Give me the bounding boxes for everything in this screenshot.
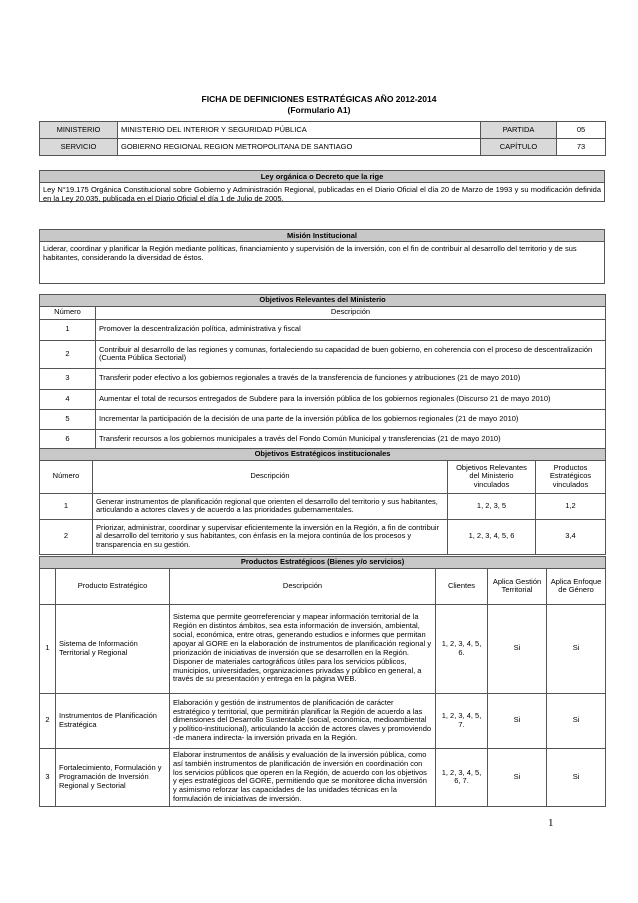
row-descripcion: Elaboración y gestión de instrumentos de planificación de carácter estratégico y territorial, que permitirán planificar la Región de acuerdo a las dimensiones del Desarrollo Sustentable (social, económica, medioambiental y político-institucional), articulando la acción de actores claves y promoviendo -de manera indirecta- la inversión privada en la Región. <box>170 693 436 748</box>
row-clientes: 1, 2, 3, 4, 5, 6, 7. <box>436 748 488 806</box>
row-number: 3 <box>40 368 96 389</box>
partida-label: PARTIDA <box>481 122 557 139</box>
row-producto: Sistema de Información Territorial y Regional <box>56 604 170 693</box>
productos-header: Productos Estratégicos (Bienes y/o servicios) <box>40 557 606 569</box>
ley-header: Ley orgánica o Decreto que la rige <box>40 171 604 183</box>
col-descripcion: Descripción <box>96 306 606 319</box>
productos-table <box>39 556 606 807</box>
row-genero: Si <box>547 748 606 806</box>
col-blank <box>40 568 56 604</box>
capitulo-value: 73 <box>557 139 606 156</box>
servicio-value: GOBIERNO REGIONAL REGION METROPOLITANA DE SANTIAGO <box>118 139 481 156</box>
col-productos-vinculados: Productos Estratégicos vinculados <box>536 460 606 493</box>
mision-section <box>39 229 605 284</box>
row-number: 1 <box>40 604 56 693</box>
objetivos-institucionales-header: Objetivos Estratégicos institucionales <box>40 449 606 461</box>
row-producto: Instrumentos de Planificación Estratégica <box>56 693 170 748</box>
table-row <box>40 409 606 429</box>
page-title: FICHA DE DEFINICIONES ESTRATÉGICAS AÑO 2012-2014 <box>201 94 437 104</box>
objetivos-institucionales-table <box>39 448 606 555</box>
row-text: Transferir poder efectivo a los gobiernos regionales a través de la transferencia de funciones y atribuciones (21 de mayo 2010) <box>96 368 606 389</box>
col-enfoque-genero: Aplica Enfoque de Género <box>547 568 606 604</box>
col-descripcion: Descripción <box>93 460 448 493</box>
ley-section <box>39 170 605 202</box>
table-row <box>40 389 606 409</box>
row-gestion: Si <box>488 604 547 693</box>
row-number: 1 <box>40 493 93 519</box>
row-text: Aumentar el total de recursos entregados de Subdere para la inversión pública de los gobiernos regionales (Discurso 21 de mayo 2010) <box>96 389 606 409</box>
row-number: 3 <box>40 748 56 806</box>
row-clientes: 1, 2, 3, 4, 5, 7. <box>436 693 488 748</box>
row-text: Transferir recursos a los gobiernos municipales a través del Fondo Común Municipal y transferencias (21 de mayo 2010) <box>96 429 606 449</box>
col-objetivos-relevantes: Objetivos Relevantes del Ministerio vinculados <box>448 460 536 493</box>
row-producto: Fortalecimiento, Formulación y Programación de Inversión Regional y Sectorial <box>56 748 170 806</box>
row-descripcion: Elaborar instrumentos de análisis y evaluación de la inversión pública, como así también instrumentos de planificación de inversión en coordinación con los servicios públicos que operen en la Región, de acuerdo con los objetivos y ejes estratégicos del GORE, permitiendo que se monitoree dicha inversión y asimismo reforzar las capacidades de las unidades técnicas en la formulación de iniciativas de inversión. <box>170 748 436 806</box>
row-text: Generar instrumentos de planificación regional que orienten el desarrollo del territorio y sus habitantes, articulando a actores claves y de acuerdo a las prioridades gubernamentales. <box>93 493 448 519</box>
row-number: 2 <box>40 340 96 368</box>
col-gestion-territorial: Aplica Gestión Territorial <box>488 568 547 604</box>
ley-text: Ley N°19.175 Orgánica Constitucional sobre Gobierno y Administración Regional, publicadas en el Diario Oficial el día 20 de Marzo de 1993 y su modificación definida en la Ley 20.035, publicada en el Diario Oficial el día 1 de Julio de 2005. <box>43 185 601 204</box>
col-numero: Número <box>40 460 93 493</box>
partida-value: 05 <box>557 122 606 139</box>
objetivos-ministerio-header: Objetivos Relevantes del Ministerio <box>40 295 606 307</box>
row-productos: 3,4 <box>536 519 606 554</box>
col-producto: Producto Estratégico <box>56 568 170 604</box>
row-number: 6 <box>40 429 96 449</box>
mision-header: Misión Institucional <box>40 230 604 242</box>
row-clientes: 1, 2, 3, 4, 5, 6. <box>436 604 488 693</box>
table-row <box>40 493 606 519</box>
row-productos: 1,2 <box>536 493 606 519</box>
row-relevantes: 1, 2, 3, 5 <box>448 493 536 519</box>
row-descripcion: Sistema que permite georreferenciar y mapear información territorial de la Región en distintos ámbitos, sea esta información de inversión, ambiental, social, económica, entre otras, generando estudios e informes que permitan apoyar al GORE en la elaboración de instrumentos de planificación regional y priorización de iniciativas de inversión que se desarrollen en la Región. Disponer de materiales cartográficos útiles para los servicios públicos, municipios, universidades, organizaciones privadas y público en general, a través de su presentación y entrega en la página WEB. <box>170 604 436 693</box>
page-subtitle: (Formulario A1) <box>287 105 351 115</box>
row-number: 5 <box>40 409 96 429</box>
row-number: 2 <box>40 693 56 748</box>
row-relevantes: 1, 2, 3, 4, 5, 6 <box>448 519 536 554</box>
ministerio-label: MINISTERIO <box>40 122 118 139</box>
objetivos-ministerio-table <box>39 294 606 450</box>
table-row <box>40 604 606 693</box>
mision-text: Liderar, coordinar y planificar la Región mediante políticas, financiamiento y supervisión de la inversión, con el fin de contribuir al desarrollo del territorio y de sus habitantes, considerando la diversidad de éstos. <box>43 244 577 263</box>
table-row <box>40 340 606 368</box>
table-row <box>40 429 606 449</box>
info-table <box>39 121 606 156</box>
servicio-label: SERVICIO <box>40 139 118 156</box>
table-row <box>40 693 606 748</box>
row-gestion: Si <box>488 693 547 748</box>
table-row <box>40 319 606 340</box>
row-genero: Si <box>547 693 606 748</box>
col-descripcion: Descripción <box>170 568 436 604</box>
row-number: 2 <box>40 519 93 554</box>
row-text: Contribuir al desarrollo de las regiones y comunas, fortaleciendo su capacidad de buen gobierno, en coherencia con el proceso de descentralización (Cuenta Pública Sectorial) <box>96 340 606 368</box>
row-text: Priorizar, administrar, coordinar y supervisar eficientemente la inversión en la Región, a fin de contribuir al desarrollo del territorio y sus habitantes, con énfasis en la mejora continúa de los procesos y transparencia en su gestión. <box>93 519 448 554</box>
page-number: 1 <box>548 817 554 829</box>
row-number: 1 <box>40 319 96 340</box>
table-row <box>40 368 606 389</box>
ministerio-value: MINISTERIO DEL INTERIOR Y SEGURIDAD PÚBLICA <box>118 122 481 139</box>
row-genero: Si <box>547 604 606 693</box>
row-text: Promover la descentralización política, administrativa y fiscal <box>96 319 606 340</box>
col-clientes: Clientes <box>436 568 488 604</box>
table-row <box>40 519 606 554</box>
row-gestion: Si <box>488 748 547 806</box>
capitulo-label: CAPÍTULO <box>481 139 557 156</box>
row-number: 4 <box>40 389 96 409</box>
table-row <box>40 748 606 806</box>
row-text: Incrementar la participación de la decisión de una parte de la inversión pública de los gobiernos regionales (21 de mayo 2010) <box>96 409 606 429</box>
col-numero: Número <box>40 306 96 319</box>
